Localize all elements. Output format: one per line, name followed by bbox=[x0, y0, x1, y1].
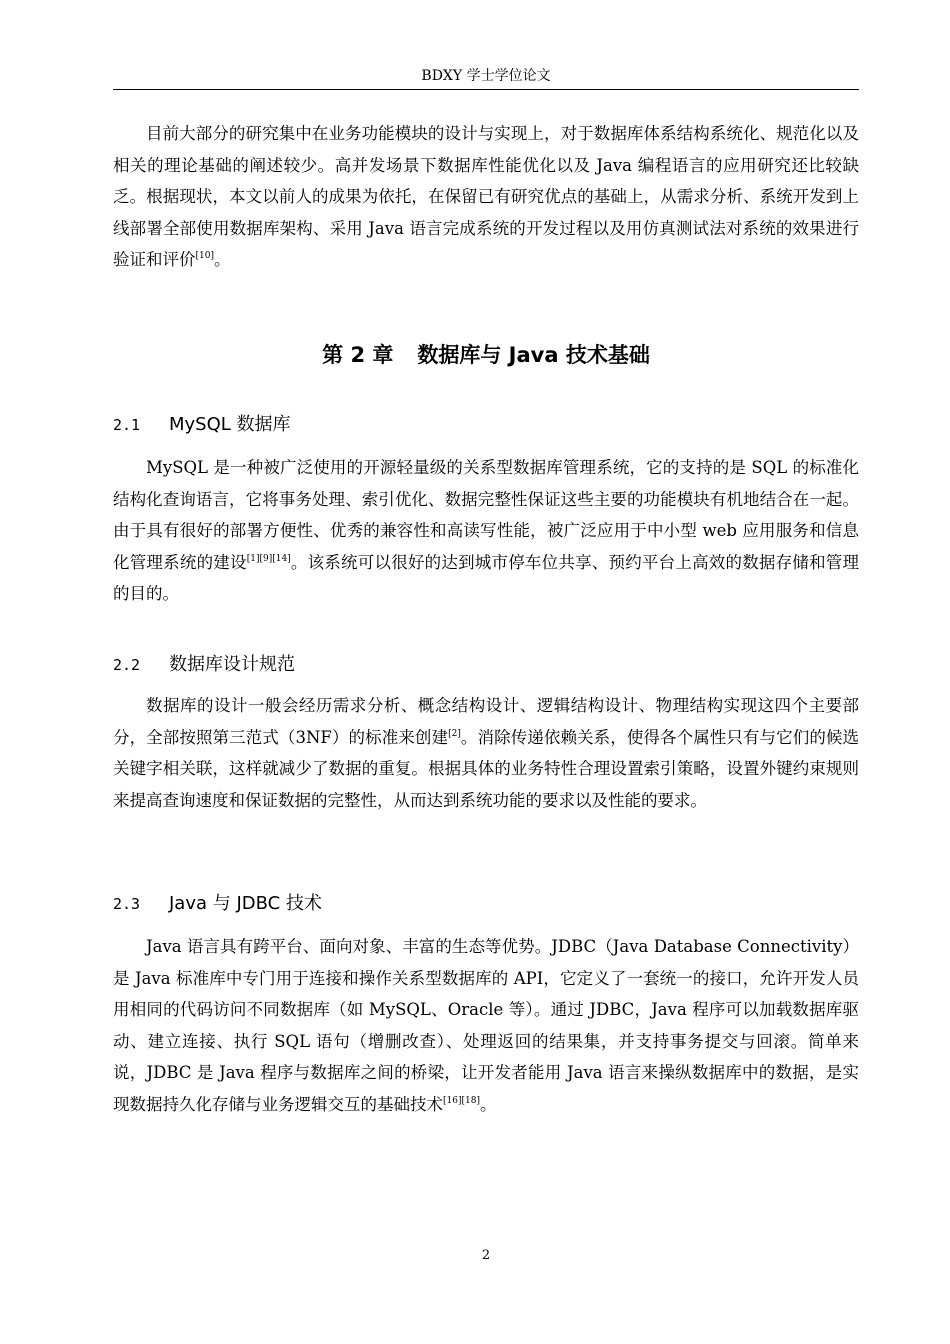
section-heading bbox=[113, 652, 295, 678]
citation: [16][18] bbox=[443, 1095, 480, 1106]
section-heading bbox=[113, 891, 322, 917]
intro-text: 目前大部分的研究集中在业务功能模块的设计与实现上，对于数据库体系结构系统化、规范化以及相关的理论基础的阐述较少。高并发场景下数据库性能优化以及 Java 编程语言的应用研究还比较缺乏。根据现状，本文以前人的成果为依托，在保留已有研究优点的基础上，从需求分析、系统开发到上线部署全部使用数据库架构、采用 Java 语言完成系统的开发过程以及用仿真测试法对系统的效果进行验证和评价 bbox=[113, 124, 859, 270]
citation: [2] bbox=[448, 728, 461, 739]
section-paragraph bbox=[113, 452, 859, 610]
header-divider bbox=[113, 89, 859, 90]
page-number: 2 bbox=[481, 1248, 491, 1263]
running-header: BDXY 学士学位论文 bbox=[421, 68, 551, 84]
chapter-title: 数据库与 Java 技术基础 bbox=[417, 343, 650, 367]
section-text-after: 。消除传递依赖关系，使得各个属性只有与它们的候选关键字相关联，这样就减少了数据的重复。根据具体的业务特性合理设置索引策略，设置外键约束规则来提高查询速度和保证数据的完整性，从而达到系统功能的要求以及性能的要求。 bbox=[113, 727, 859, 810]
section-title: 数据库设计规范 bbox=[169, 654, 295, 675]
section-text-after: 。 bbox=[479, 1094, 497, 1114]
section-title: MySQL 数据库 bbox=[169, 414, 291, 435]
citation: [1][9][14] bbox=[246, 553, 291, 564]
section-text: Java 语言具有跨平台、面向对象、丰富的生态等优势。JDBC（Java Database Connectivity）是 Java 标准库中专门用于连接和操作关系型数据库的 API，它定义了一套统一的接口，允许开发人员用相同的代码访问不同数据库（如 MySQL、Oracle 等）。通过 JDBC，Java 程序可以加载数据库驱动、建立连接、执行 SQL 语句（增删改查）、处理返回的结果集，并支持事务提交与回滚。简单来说，JDBC 是 Java 程序与数据库之间的桥梁，让开发者能用 Java 语言来操纵数据库中的数据，是实现数据持久化存储与业务逻辑交互的基础技术 bbox=[113, 937, 859, 1114]
section-paragraph bbox=[113, 690, 859, 816]
section-number: 2.3 bbox=[113, 895, 141, 913]
section-text: 数据库的设计一般会经历需求分析、概念结构设计、逻辑结构设计、物理结构实现这四个主要部分，全部按照第三范式（3NF）的标准来创建 bbox=[113, 696, 859, 747]
section-number: 2.2 bbox=[113, 656, 141, 674]
section-number: 2.1 bbox=[113, 416, 141, 434]
section-text: MySQL 是一种被广泛使用的开源轻量级的关系型数据库管理系统，它的支持的是 SQL 的标准化结构化查询语言，它将事务处理、索引优化、数据完整性保证这些主要的功能模块有机地结合在一起。由于具有很好的部署方便性、优秀的兼容性和高读写性能，被广泛应用于中小型 web 应用服务和信息化管理系统的建设 bbox=[113, 458, 859, 572]
chapter-heading bbox=[113, 340, 859, 370]
citation: [10] bbox=[195, 251, 214, 262]
chapter-number: 第 2 章 bbox=[322, 343, 394, 367]
intro-end: 。 bbox=[213, 250, 231, 270]
section-paragraph bbox=[113, 931, 859, 1121]
intro-paragraph bbox=[113, 118, 859, 276]
section-heading bbox=[113, 412, 291, 438]
section-title: Java 与 JDBC 技术 bbox=[169, 893, 322, 914]
section-text-after: 。该系统可以很好的达到城市停车位共享、预约平台上高效的数据存储和管理的目的。 bbox=[113, 552, 860, 604]
